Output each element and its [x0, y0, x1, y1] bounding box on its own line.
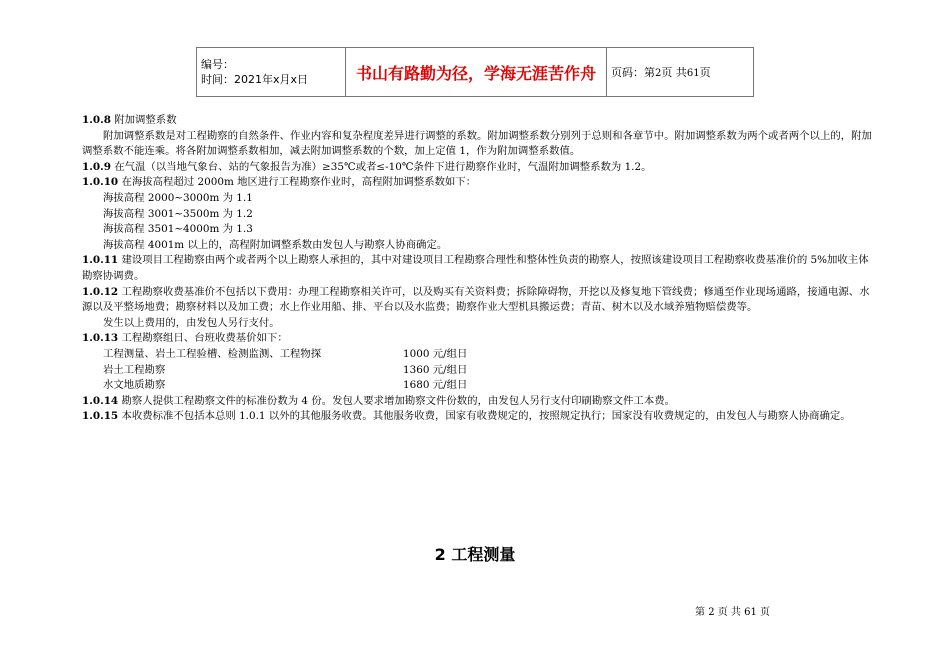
section-text: 勘察人提供工程勘察文件的标准份数为 4 份。发包人要求增加勘察文件份数的，由发包人另行支付印刷勘察文件工本费。: [121, 394, 675, 407]
altitude-item: 海拔高程 2000~3000m 为 1.1: [103, 191, 253, 204]
section-number: 1.0.13: [82, 332, 119, 345]
page-suffix: 页: [699, 66, 711, 79]
fee-name: 工程测量、岩土工程验槽、检测监测、工程物探: [103, 347, 322, 360]
section-number: 1.0.10: [82, 176, 119, 189]
code-label: 编号：: [201, 58, 234, 71]
section-number: 1.0.12: [82, 285, 119, 298]
section-number: 1.0.9: [82, 160, 111, 173]
section-text: 本收费标准不包括本总则 1.0.1 以外的其他服务收费。其他服务收费，国家有收费规定的，按照规定执行；国家没有收费规定的，由发包人与勘察人协商确定。: [121, 410, 851, 423]
section-text: 在海拔高程超过 2000m 地区进行工程勘察作业时，高程附加调整系数如下：: [121, 176, 477, 189]
header-table: [196, 47, 754, 97]
fee-value: 1000 元/组日: [403, 347, 468, 360]
section-1-0-11: [82, 253, 872, 284]
altitude-item: 海拔高程 3501~4000m 为 1.3: [103, 223, 253, 236]
fee-row: [82, 378, 872, 394]
page-current: 2: [655, 68, 662, 79]
page-prefix: 页码：第: [611, 66, 655, 79]
section-1-0-9: [82, 160, 872, 176]
fee-row: [82, 363, 872, 379]
section-1-0-12-extra: 发生以上费用的，由发包人另行支付。: [103, 316, 280, 329]
page-total: 61: [686, 68, 700, 79]
section-1-0-8-text: 附加调整系数是对工程勘察的自然条件、作业内容和复杂程度差异进行调整的系数。附加调整系数分别列于总则和各章节中。附加调整系数为两个或者两个以上的，附加调整系数不能连乘。将各附加调整系数相加，减去附加调整系数的个数，加上定值 1，作为附加调整系数值。: [82, 129, 872, 158]
page-mid: 页 共: [661, 66, 687, 79]
fee-value: 1360 元/组日: [403, 363, 468, 376]
time-line: 时间：2021年x月x日: [201, 73, 309, 86]
section-title: 附加调整系数: [114, 114, 177, 126]
section-text: 工程勘察收费基准价不包括以下费用：办理工程勘察相关许可，以及购买有关资料费；拆除障碍物，开挖以及修复地下管线费；修通至作业现场通路，接通电源、水源以及平整场地费；勘察材料以及加工费；水上作业用船、排、平台以及水监费；勘察作业大型机具搬运费；青苗、树木以及水域养殖物赔偿费等。: [82, 285, 870, 314]
section-1-0-14: [82, 394, 872, 410]
page-info-cell: [607, 48, 754, 97]
section-text: 工程勘察组日、台班收费基价如下：: [121, 332, 288, 345]
section-number: 1.0.11: [82, 254, 119, 267]
chapter-title: 2 工程测量: [434, 545, 516, 564]
fee-name: 水文地质勘察: [103, 379, 166, 392]
altitude-item: 海拔高程 3001~3500m 为 1.2: [103, 207, 253, 220]
section-number: 1.0.15: [82, 410, 119, 423]
page-footer: 第 2 页 共 61 页: [695, 607, 770, 618]
fee-value: 1680 元/组日: [403, 379, 468, 392]
section-number: 1.0.8: [82, 114, 111, 126]
section-1-0-13: [82, 331, 872, 347]
section-1-0-12: [82, 285, 872, 316]
section-1-0-10: [82, 175, 872, 191]
header-info-cell: [197, 48, 346, 97]
fee-name: 岩土工程勘察: [103, 363, 166, 376]
section-1-0-15: [82, 409, 872, 425]
section-1-0-8-heading: [82, 113, 872, 129]
fee-row: [82, 347, 872, 363]
section-text: 在气温（以当地气象台、站的气象报告为准）≥35℃或者≤-10℃条件下进行勘察作业时，气温附加调整系数为 1.2。: [114, 160, 652, 173]
section-text: 建设项目工程勘察由两个或者两个以上勘察人承担的，其中对建设项目工程勘察合理性和整体性负责的勘察人，按照该建设项目工程勘察收费基准价的 5%加收主体勘察协调费。: [82, 254, 869, 282]
section-number: 1.0.14: [82, 394, 119, 407]
motto: 书山有路勤为径，学海无涯苦作舟: [346, 48, 607, 97]
altitude-item: 海拔高程 4001m 以上的，高程附加调整系数由发包人与勘察人协商确定。: [103, 238, 448, 251]
document-body: [82, 113, 872, 425]
